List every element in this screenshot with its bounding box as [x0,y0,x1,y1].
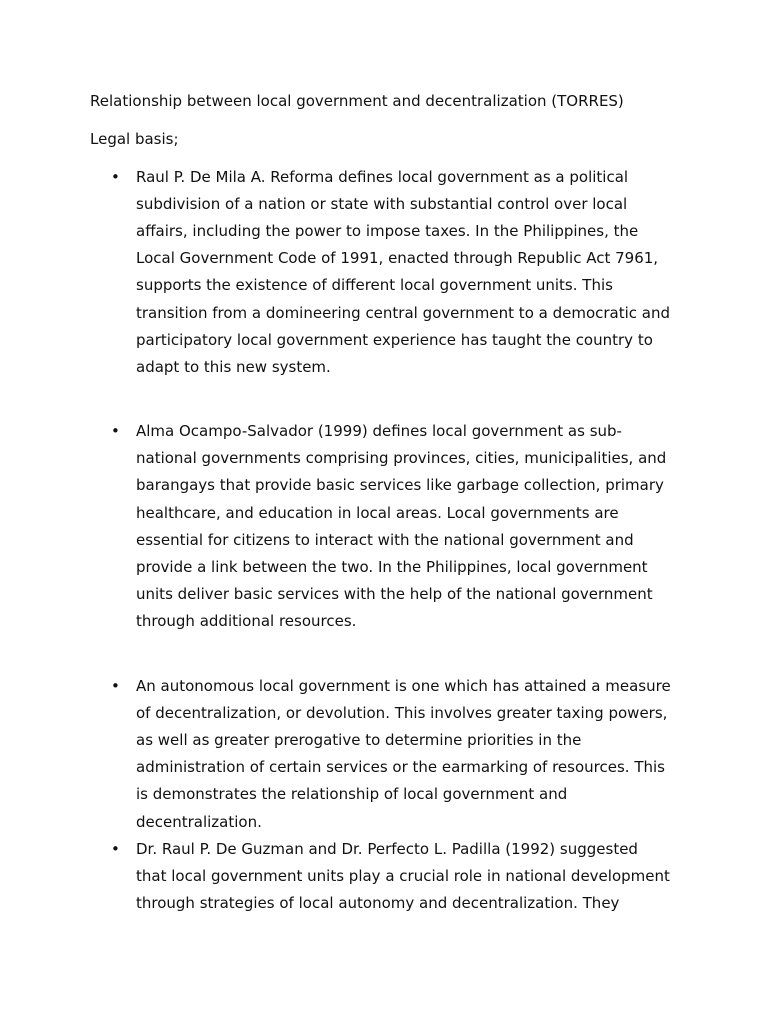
bullet-text: Raul P. De Mila A. Reforma defines local government as a political subdivision of a nation or state with substantial control over local affairs, including the power to impose taxes. In the Philippines, the Local Government Code of 1991, enacted through Republic Act 7961, supports the existence of different local government units. This transition from a domineering central government to a democratic and participatory local government experience has taught the country to adapt to this new system. [136,167,671,376]
bullet-item [111,673,681,836]
bullet-item [111,836,681,918]
bullet-icon: • [111,676,120,695]
bullet-text: An autonomous local government is one which has attained a measure of decentralization, or devolution. This involves greater taxing powers, as well as greater prerogative to determine priorities in the administration of certain services or the earmarking of resources. This is demonstrates the relationship of local government and decentralization. [136,676,671,831]
bullet-item [111,164,681,382]
document-subtitle: Legal basis; [90,130,179,148]
bullet-item [111,418,681,636]
bullet-icon: • [111,167,120,186]
bullet-text: Dr. Raul P. De Guzman and Dr. Perfecto L. Padilla (1992) suggested that local government units play a crucial role in national development through strategies of local autonomy and decentralization. They [136,839,670,912]
bullet-icon: • [111,839,120,858]
bullet-icon: • [111,422,120,440]
document-title: Relationship between local government and decentralization (TORRES) [90,92,624,110]
bullet-text: Alma Ocampo-Salvador (1999) defines local government as sub- national governments comprising provinces, cities, municipalities, and barangays that provide basic services like garbage collection, primary healthcare, and education in local areas. Local governments are essential for citizens to interact with the national government and provide a link between the two. In the Philippines, local government units deliver basic services with the help of the national government through additional resources. [136,422,667,631]
